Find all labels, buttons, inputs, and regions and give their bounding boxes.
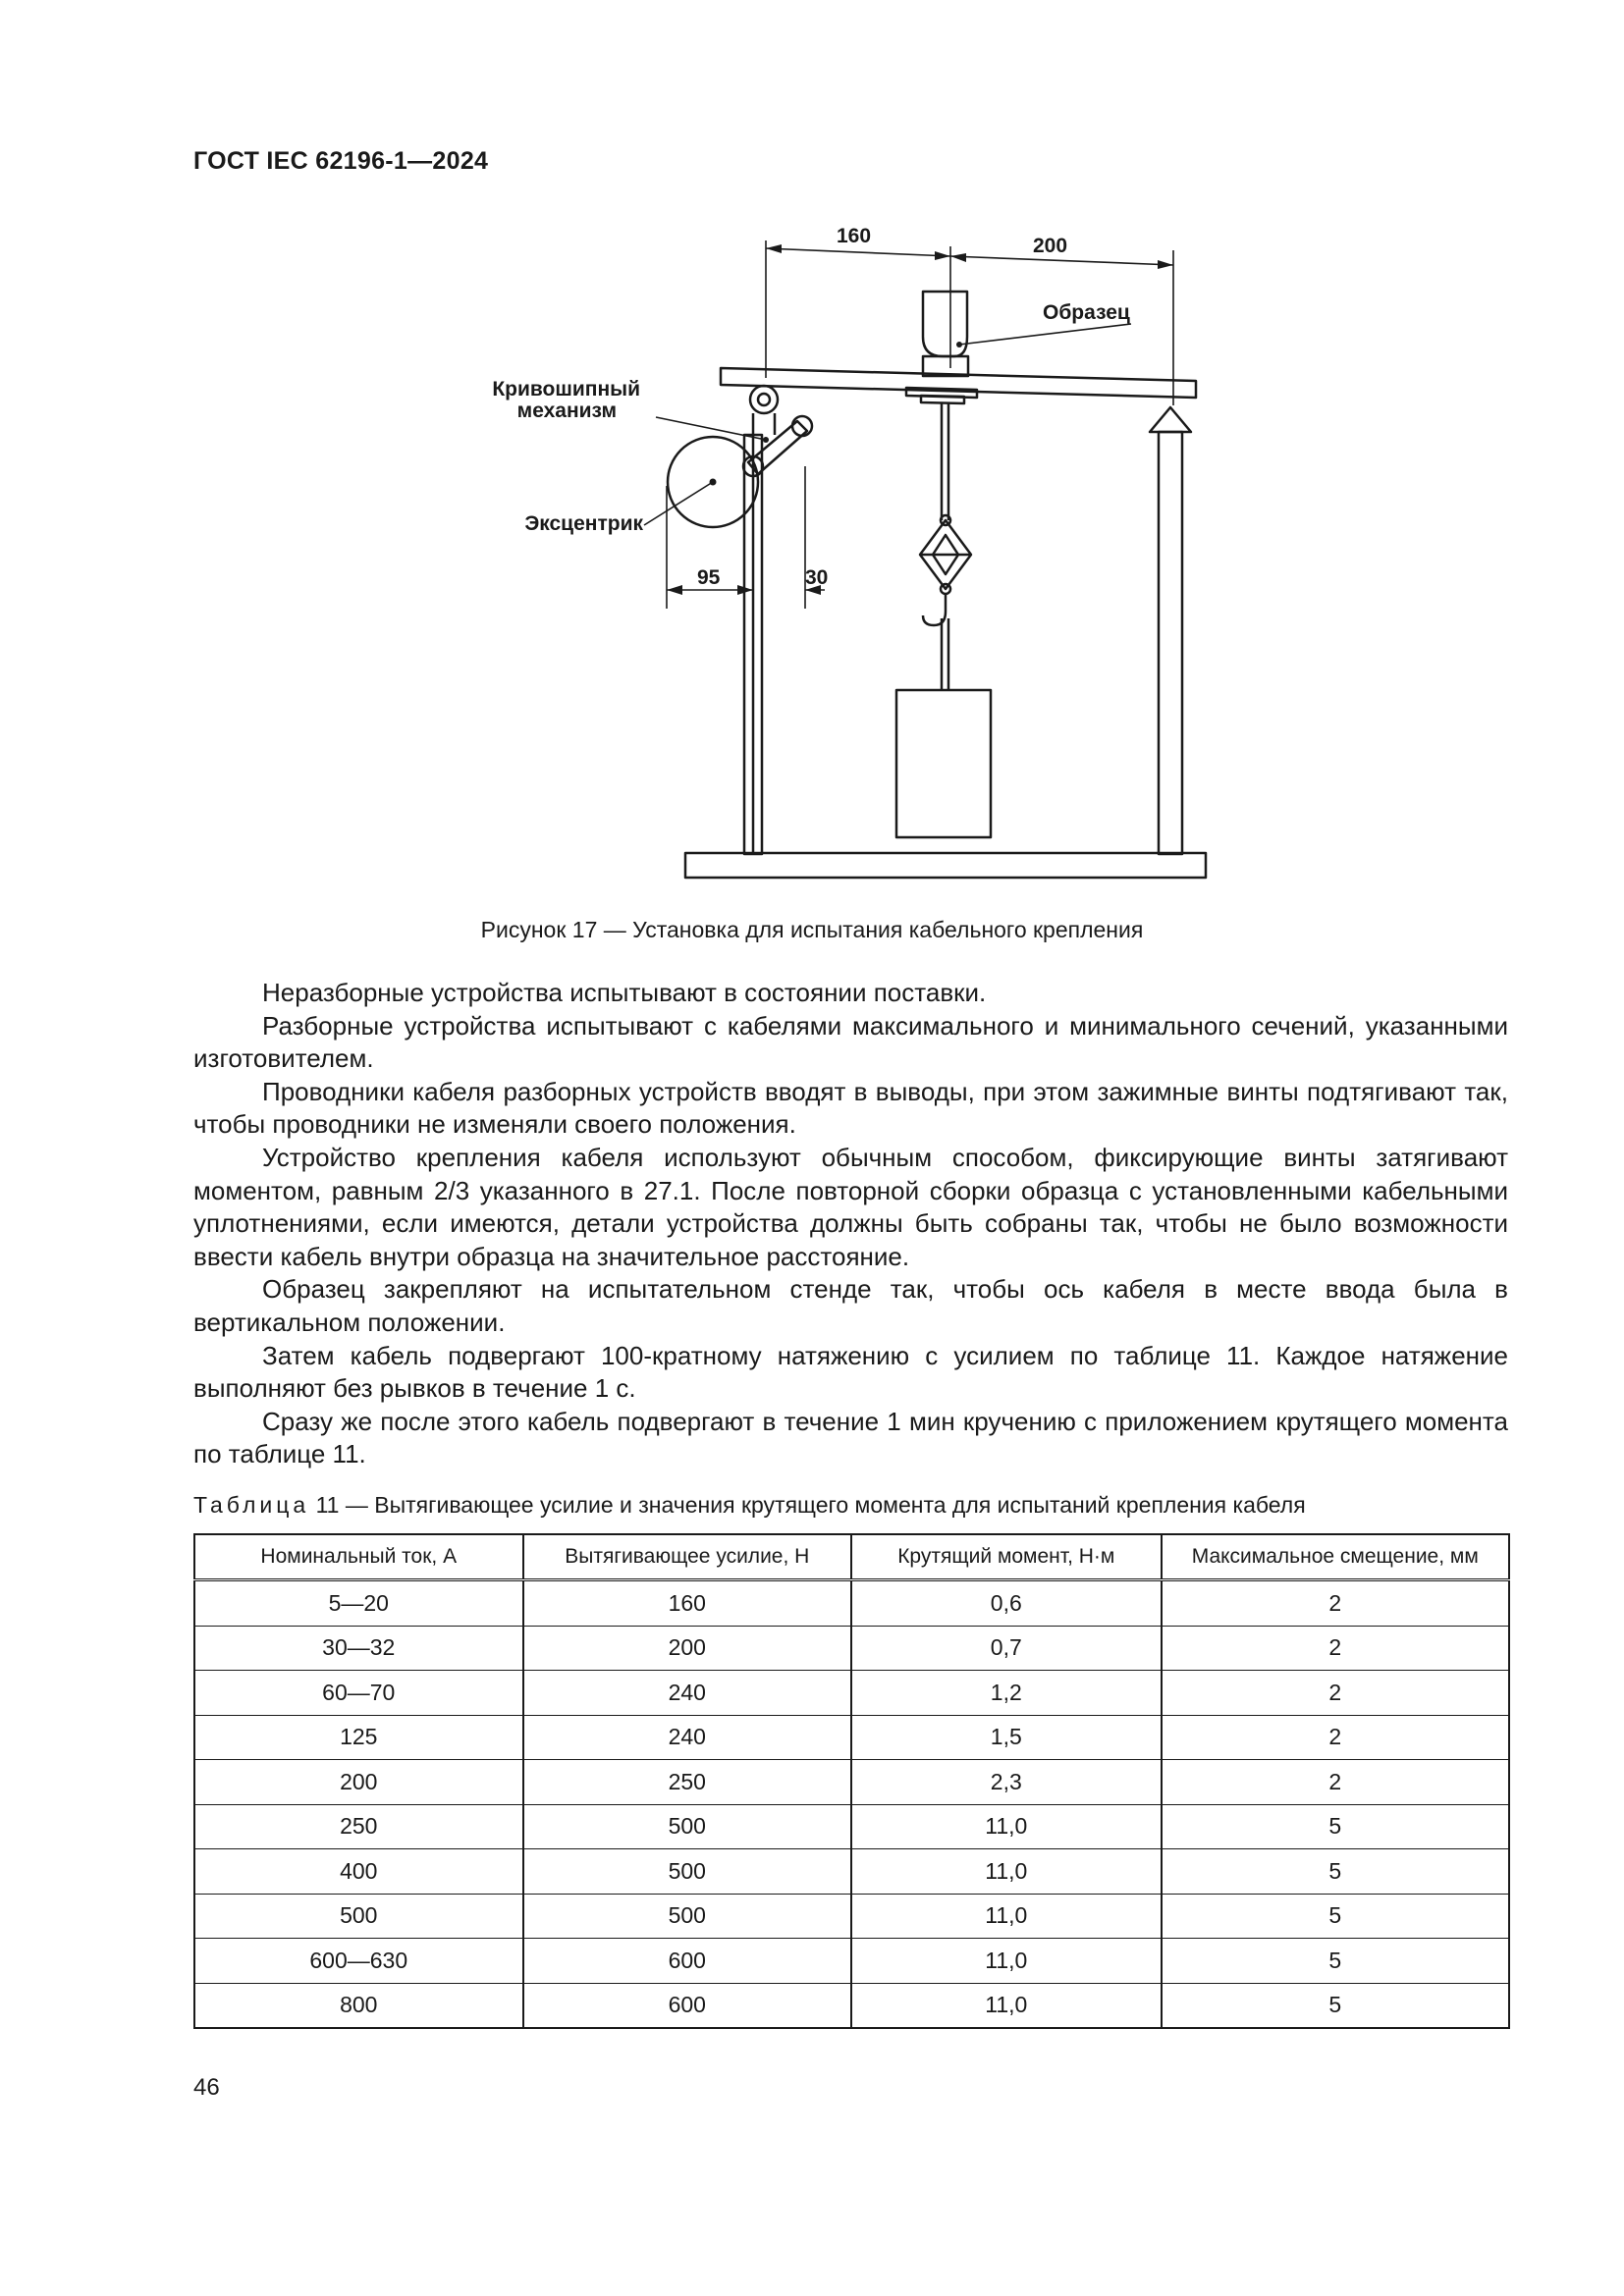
eccentric-label: Эксцентрик [524, 512, 643, 535]
table-cell: 2 [1162, 1760, 1510, 1805]
table-cell: 2 [1162, 1580, 1510, 1627]
table-cell: 5 [1162, 1983, 1510, 2028]
figure-caption: Рисунок 17 — Установка для испытания кабельного крепления [480, 917, 1144, 942]
table-cell: 600—630 [194, 1939, 523, 1984]
table-cell: 2 [1162, 1626, 1510, 1671]
weight [896, 690, 991, 837]
paragraph: Образец закрепляют на испытательном стенде так, чтобы ось кабеля в месте ввода была в вертикальном положении. [193, 1274, 1508, 1337]
dim-30-label: 30 [805, 566, 829, 589]
column-header: Максимальное смещение, мм [1162, 1534, 1510, 1580]
table-cell: 250 [194, 1804, 523, 1849]
table-cell: 500 [523, 1849, 852, 1895]
paragraph: Проводники кабеля разборных устройств вводят в выводы, при этом зажимные винты подтягивают так, чтобы проводники не изменяли своего положения. [193, 1076, 1508, 1140]
table-cell: 5—20 [194, 1580, 523, 1627]
table-row [194, 1715, 1509, 1760]
table-title-text: 11 — Вытягивающее усилие и значения крутящего момента для испытаний крепления кабеля [309, 1492, 1306, 1518]
dim-160-label: 160 [837, 225, 872, 247]
table-cell: 160 [523, 1580, 852, 1627]
table-cell: 11,0 [851, 1983, 1161, 2028]
dim-200-label: 200 [1033, 235, 1068, 257]
table-cell: 11,0 [851, 1894, 1161, 1939]
table-cell: 2 [1162, 1671, 1510, 1716]
table-cell: 11,0 [851, 1804, 1161, 1849]
base-plate [685, 853, 1206, 878]
crank-label-line1: Кривошипный [492, 378, 640, 400]
table-cell: 125 [194, 1715, 523, 1760]
table-cell: 5 [1162, 1849, 1510, 1895]
table-11 [193, 1533, 1510, 2029]
table-cell: 500 [194, 1894, 523, 1939]
table-cell: 1,2 [851, 1671, 1161, 1716]
table-cell: 5 [1162, 1894, 1510, 1939]
crank-link [748, 421, 807, 474]
table-cell: 240 [523, 1671, 852, 1716]
page-number: 46 [193, 2074, 220, 2101]
table-cell: 11,0 [851, 1939, 1161, 1984]
table-cell: 2 [1162, 1715, 1510, 1760]
table-cell: 500 [523, 1894, 852, 1939]
paragraph: Разборные устройства испытывают с кабелями максимального и минимального сечений, указанными изготовителем. [193, 1010, 1508, 1074]
column-header: Номинальный ток, А [194, 1534, 523, 1580]
test-rig-drawing [471, 221, 1237, 898]
paragraph: Сразу же после этого кабель подвергают в течение 1 мин кручению с приложением крутящего момента по таблице 11. [193, 1406, 1508, 1469]
fulcrum [1150, 407, 1191, 432]
table-row [194, 1983, 1509, 2028]
table-row [194, 1894, 1509, 1939]
body-text [193, 977, 1508, 1471]
table-header-row [194, 1534, 1509, 1580]
table-row [194, 1626, 1509, 1671]
table-cell: 0,7 [851, 1626, 1161, 1671]
table-cell: 0,6 [851, 1580, 1161, 1627]
table-title [193, 1492, 1509, 1519]
table-cell: 11,0 [851, 1849, 1161, 1895]
table-cell: 600 [523, 1983, 852, 2028]
table-cell: 5 [1162, 1804, 1510, 1849]
crank-label-line2: механизм [516, 400, 617, 422]
table-cell: 500 [523, 1804, 852, 1849]
table-row [194, 1804, 1509, 1849]
specimen-label: Образец [1043, 301, 1130, 324]
table-cell: 200 [523, 1626, 852, 1671]
table-cell: 200 [194, 1760, 523, 1805]
figure-17-test-rig [471, 221, 1237, 898]
document-header: ГОСТ IEC 62196-1—2024 [193, 147, 489, 175]
table-title-prefix: Таблица [193, 1492, 310, 1518]
table-row [194, 1580, 1509, 1627]
table-cell: 1,5 [851, 1715, 1161, 1760]
table-row [194, 1939, 1509, 1984]
table-cell: 400 [194, 1849, 523, 1895]
table-cell: 600 [523, 1939, 852, 1984]
dim-95-label: 95 [697, 566, 721, 589]
column-header: Крутящий момент, Н·м [851, 1534, 1161, 1580]
paragraph: Устройство крепления кабеля используют обычным способом, фиксирующие винты затягивают моментом, равным 2/3 указанного в 27.1. После повторной сборки образца с установленными кабельными уплотнениями, если имеются, детали устройства должны быть собраны так, чтобы не было возможности ввести кабель внутри образца на значительное расстояние. [193, 1142, 1508, 1271]
table-cell: 30—32 [194, 1626, 523, 1671]
table-cell: 60—70 [194, 1671, 523, 1716]
lever-beam [721, 368, 1196, 398]
paragraph: Неразборные устройства испытывают в состоянии поставки. [262, 978, 987, 1007]
column-header: Вытягивающее усилие, Н [523, 1534, 852, 1580]
table-cell: 5 [1162, 1939, 1510, 1984]
table-cell: 800 [194, 1983, 523, 2028]
table-row [194, 1760, 1509, 1805]
table-cell: 240 [523, 1715, 852, 1760]
table-cell: 250 [523, 1760, 852, 1805]
paragraph: Затем кабель подвергают 100-кратному натяжению с усилием по таблице 11. Каждое натяжение выполняют без рывков в течение 1 с. [193, 1340, 1508, 1404]
table-cell: 2,3 [851, 1760, 1161, 1805]
table-row [194, 1671, 1509, 1716]
right-column [1159, 432, 1182, 854]
table-row [194, 1849, 1509, 1895]
